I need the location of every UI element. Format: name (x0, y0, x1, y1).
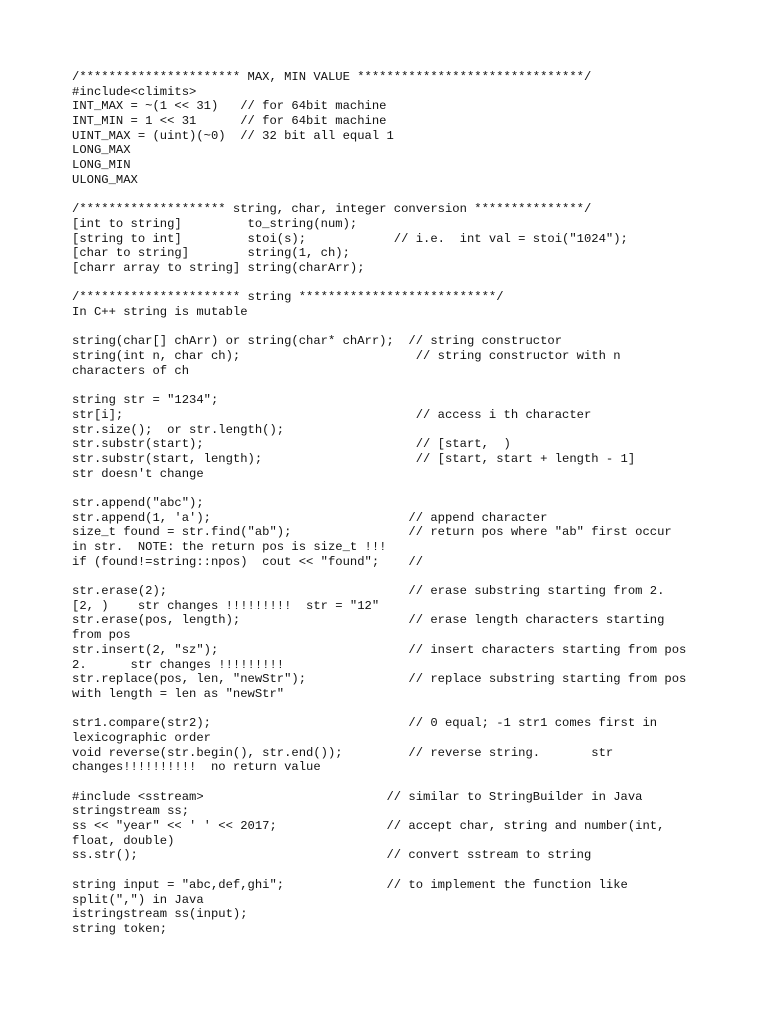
code-listing (72, 70, 686, 937)
code-line: INT_MIN = 1 << 31 // for 64bit machine (72, 114, 387, 129)
code-line: LONG_MAX (72, 143, 131, 158)
code-block (72, 334, 686, 378)
code-line: #include <sstream> // similar to StringBuilder in Java (72, 789, 643, 804)
code-line: /********************** string ***************************/ (72, 290, 504, 305)
code-line: str.erase(pos, length); // erase length characters starting (72, 613, 665, 628)
blank-line (72, 188, 686, 203)
blank-line (72, 276, 686, 291)
code-line: if (found!=string::npos) cout << "found"; // (72, 554, 424, 569)
code-line: /********************** MAX, MIN VALUE *******************************/ (72, 70, 592, 84)
blank-line (72, 378, 686, 393)
blank-line (72, 702, 686, 717)
code-line: ULONG_MAX (72, 172, 138, 187)
blank-line (72, 569, 686, 584)
code-block (72, 290, 686, 319)
code-line: size_t found = str.find("ab"); // return pos where "ab" first occur (72, 525, 672, 540)
code-line: string input = "abc,def,ghi"; // to implement the function like (72, 877, 628, 892)
code-line: void reverse(str.begin(), str.end()); // reverse string. str (72, 745, 614, 760)
blank-line (72, 320, 686, 335)
code-line: ss.str(); // convert sstream to string (72, 848, 592, 863)
code-line: str.erase(2); // erase substring starting from 2. (72, 584, 665, 599)
code-line: /******************** string, char, integer conversion ***************/ (72, 202, 592, 217)
code-line: str.replace(pos, len, "newStr"); // replace substring starting from pos (72, 672, 687, 687)
code-block (72, 496, 686, 569)
code-block (72, 70, 686, 188)
code-line: from pos (72, 628, 131, 643)
code-line: 2. str changes !!!!!!!!! (72, 657, 285, 672)
code-line: In C++ string is mutable (72, 305, 248, 319)
code-line: string(int n, char ch); // string constructor with n (72, 349, 621, 364)
code-line: istringstream ss(input); (72, 907, 248, 922)
code-line: str.substr(start); // [start, ) (72, 437, 511, 452)
code-line: [charr array to string] string(charArr); (72, 260, 365, 275)
code-line: UINT_MAX = (uint)(~0) // 32 bit all equal 1 (72, 128, 394, 143)
code-line: characters of ch (72, 363, 190, 378)
code-block (72, 716, 686, 775)
blank-line (72, 775, 686, 790)
code-line: [string to int] stoi(s); // i.e. int val = stoi("1024"); (72, 231, 628, 246)
code-line: stringstream ss; (72, 804, 190, 819)
code-block (72, 393, 686, 481)
code-line: #include<climits> (72, 84, 197, 99)
code-block (72, 790, 686, 863)
code-line: ss << "year" << ' ' << 2017; // accept char, string and number(int, (72, 819, 665, 834)
code-line: float, double) (72, 833, 175, 848)
code-line: changes!!!!!!!!!! no return value (72, 760, 321, 775)
code-line: str.append(1, 'a'); // append character (72, 510, 548, 525)
code-block (72, 202, 686, 275)
code-line: [char to string] string(1, ch); (72, 246, 350, 261)
code-block (72, 878, 686, 937)
code-block (72, 584, 686, 702)
code-line: str1.compare(str2); // 0 equal; -1 str1 comes first in (72, 716, 658, 731)
code-line: string str = "1234"; (72, 393, 219, 408)
code-line: str[i]; // access i th character (72, 407, 592, 422)
code-line: string token; (72, 921, 168, 936)
code-line: str.substr(start, length); // [start, start + length - 1] (72, 451, 636, 466)
code-line: in str. NOTE: the return pos is size_t !!! (72, 540, 387, 554)
code-line: str doesn't change (72, 466, 204, 481)
code-line: with length = len as "newStr" (72, 686, 285, 701)
code-line: str.size(); or str.length(); (72, 422, 285, 437)
blank-line (72, 863, 686, 878)
code-line: [2, ) str changes !!!!!!!!! str = "12" (72, 598, 380, 613)
code-line: [int to string] to_string(num); (72, 216, 358, 231)
code-line: split(",") in Java (72, 892, 204, 907)
code-line: INT_MAX = ~(1 << 31) // for 64bit machine (72, 99, 387, 114)
blank-line (72, 481, 686, 496)
code-line: lexicographic order (72, 730, 211, 745)
code-line: str.insert(2, "sz"); // insert characters starting from pos (72, 642, 687, 657)
code-line: LONG_MIN (72, 158, 131, 173)
code-line: string(char[] chArr) or string(char* chArr); // string constructor (72, 334, 563, 349)
code-line: str.append("abc"); (72, 495, 204, 510)
